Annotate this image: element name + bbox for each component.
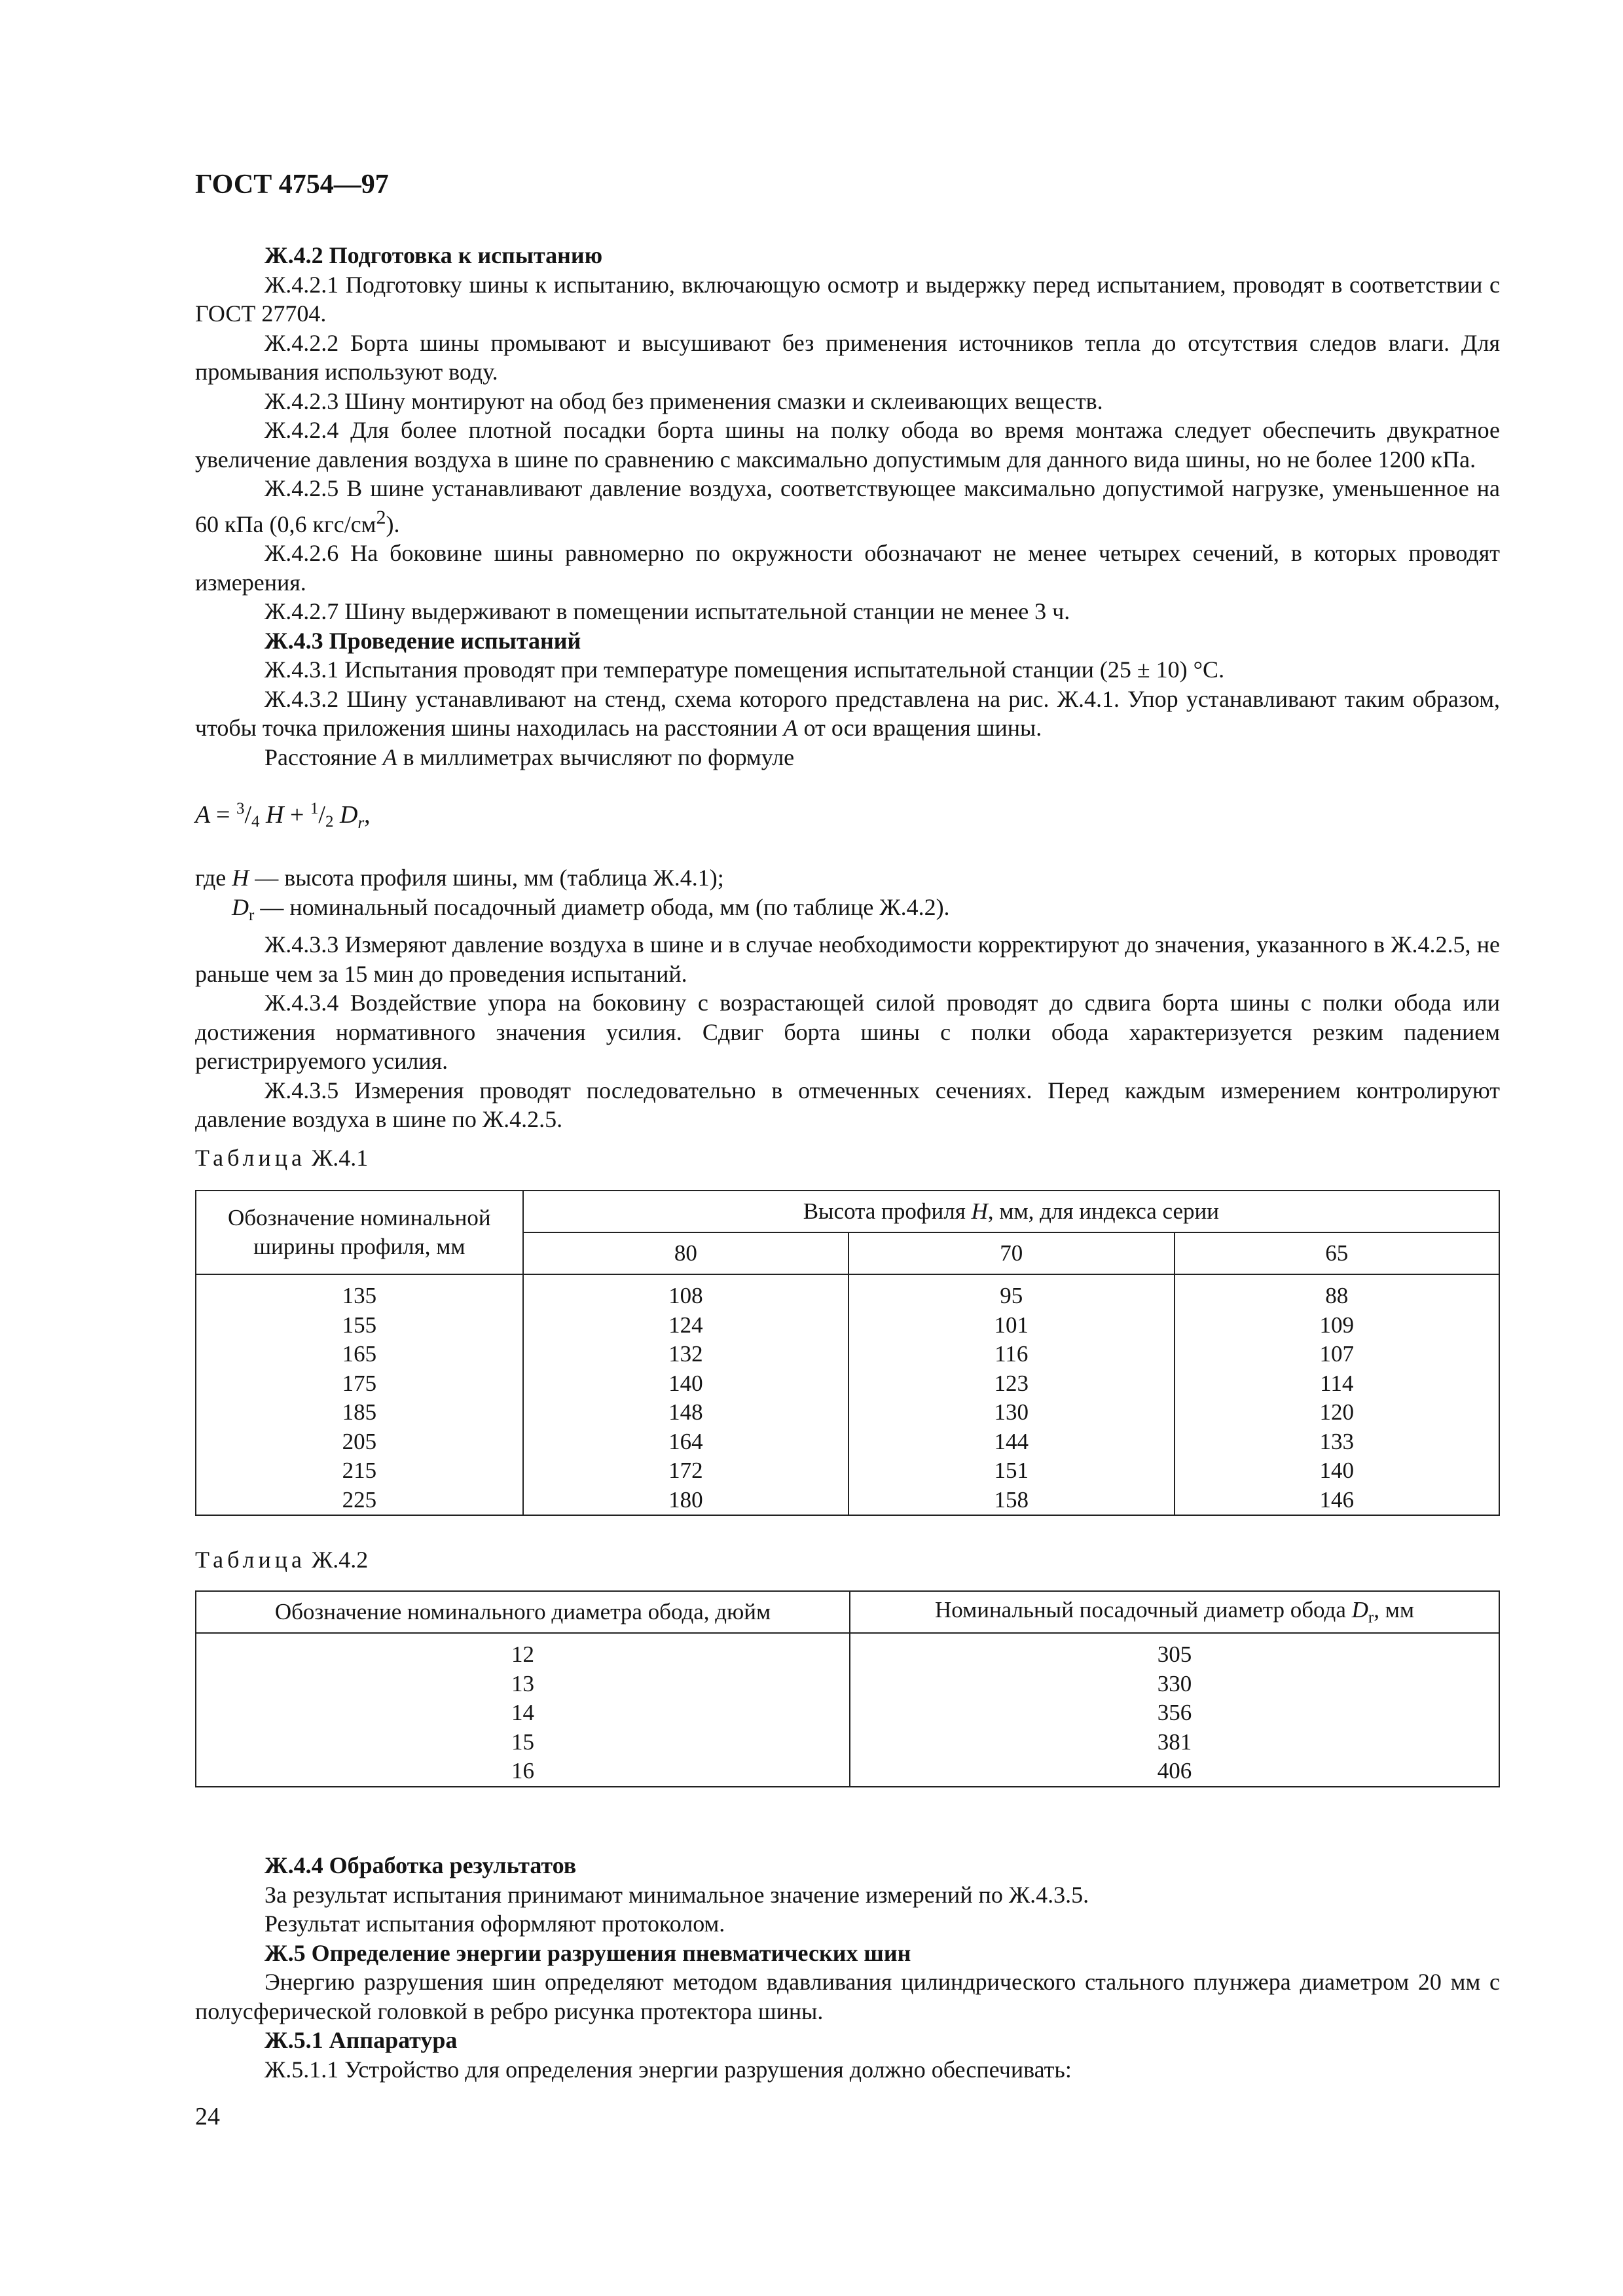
table-cell: 140 [523,1369,848,1399]
table-cell: 205 [196,1427,523,1457]
document-header: ГОСТ 4754—97 [195,170,389,200]
table-header-cell: Обозначение номинального диаметра обода, дюйм [196,1591,850,1633]
where-line [195,863,1500,893]
formula-eq: = [216,801,230,829]
table-row [196,1340,1499,1369]
table-cell: 95 [848,1274,1174,1311]
table-cell: 124 [523,1311,848,1340]
document-body [195,241,1500,1134]
table-cell: 148 [523,1398,848,1427]
table-cell: 158 [848,1486,1174,1516]
table-cell: 164 [523,1427,848,1457]
variable-a: A [783,715,798,741]
table2 [195,1590,1500,1787]
formula-dr: D [339,801,358,829]
formula-num2: 1 [310,800,319,817]
table-title-word: Таблица [195,1145,306,1171]
table-cell: 225 [196,1486,523,1516]
table-title-word: Таблица [195,1547,306,1573]
table-row [196,1633,1499,1670]
table-row [196,1486,1499,1516]
paragraph: Ж.4.2.7 Шину выдерживают в помещении испытательной станции не менее 3 ч. [264,598,1070,624]
table-cell: 88 [1175,1274,1500,1311]
superscript: 2 [376,506,386,528]
table-cell: 116 [848,1340,1174,1369]
table-header-row [196,1591,1499,1633]
table1 [195,1190,1500,1516]
paragraph: Ж.4.3.3 Измеряют давление воздуха в шине и в случае необходимости корректируют до значения, указанного в Ж.4.2.5, не раньше чем за 15 мин до проведения испытаний. [195,931,1500,987]
paragraph-text: — высота профиля шины, мм (таблица Ж.4.1); [255,865,724,891]
table-cell: 175 [196,1369,523,1399]
formula-slash: / [318,801,325,829]
table-row [196,1427,1499,1457]
formula [195,793,1500,840]
table-row [196,1728,1499,1757]
table-cell: 185 [196,1398,523,1427]
paragraph: Ж.4.2.4 Для более плотной посадки борта шины на полку обода во время монтажа следует обеспечить двукратное увеличение давления воздуха в шине по сравнению с максимально допустимым для данного вида шины, но не более 1200 кПа. [195,417,1500,473]
paragraph-text: Расстояние [264,744,377,770]
paragraph [195,685,1500,743]
table-cell: 114 [1175,1369,1500,1399]
table-header-group: Высота профиля H, мм, для индекса серии [523,1191,1499,1232]
paragraph: Ж.4.2.2 Борта шины промывают и высушивают без применения источников тепла до отсутствия следов влаги. Для промывания используют воду. [195,329,1500,385]
table-row [196,1369,1499,1399]
table-header-cell: Обозначение номинальной ширины профиля, мм [196,1191,523,1274]
header-text: Номинальный посадочный диаметр обода [934,1597,1346,1623]
table-row [196,1274,1499,1311]
table-cell: 140 [1175,1456,1500,1486]
variable-a: A [382,744,397,770]
paragraph: Ж.4.2.3 Шину монтируют на обод без применения смазки и склеивающих веществ. [264,387,1103,414]
table-row [196,1456,1499,1486]
paragraph-text: от оси вращения шины. [803,715,1042,741]
table-header-cell: 70 [848,1232,1174,1274]
subscript-r: r [1368,1609,1374,1626]
formula-plus: + [289,801,304,829]
table-cell: 15 [196,1728,850,1757]
table-cell: 381 [850,1728,1499,1757]
table-cell: 172 [523,1456,848,1486]
subscript-r: r [249,906,255,924]
table-cell: 356 [850,1698,1499,1728]
table-cell: 406 [850,1757,1499,1787]
bottom-section [195,1851,1500,2084]
paragraph: Ж.4.3.5 Измерения проводят последовательно в отмеченных сечениях. Перед каждым измерением контролируют давление воздуха в шине по Ж.4.2.5. [195,1077,1500,1133]
table-cell: 330 [850,1670,1499,1699]
paragraph-text: Ж.4.3.2 Шину устанавливают на стенд, схема которого представлена на рис. Ж.4.1. Упор устанавливают таким образом, чтобы точка приложения шины находилась на расстоянии [195,685,1500,741]
formula-den2: 2 [325,813,334,831]
table-cell: 215 [196,1456,523,1486]
table-header-cell: 65 [1175,1232,1500,1274]
table-row [196,1670,1499,1699]
table1-title [195,1144,368,1172]
section-heading: Ж.4.3 Проведение испытаний [264,627,581,654]
page-number: 24 [195,2103,220,2130]
section-heading: Ж.4.2 Подготовка к испытанию [264,242,603,268]
table-row [196,1757,1499,1787]
where-line [195,893,1500,931]
table-cell: 146 [1175,1486,1500,1516]
table-cell: 120 [1175,1398,1500,1427]
formula-comma: , [364,801,371,829]
paragraph: Ж.5.1.1 Устройство для определения энергии разрушения должно обеспечивать: [264,2056,1072,2083]
table-cell: 151 [848,1456,1174,1486]
formula-den1: 4 [251,813,260,831]
formula-sub-r: r [357,814,365,832]
section-heading: Ж.5.1 Аппаратура [264,2027,458,2053]
table-cell: 123 [848,1369,1174,1399]
table-header-cell [850,1591,1499,1633]
table-row [196,1398,1499,1427]
table-cell: 305 [850,1633,1499,1670]
table-cell: 14 [196,1698,850,1728]
paragraph: Ж.4.3.1 Испытания проводят при температуре помещения испытательной станции (25 ± 10) °С. [264,656,1225,683]
variable-d: D [1351,1597,1368,1623]
table-cell: 101 [848,1311,1174,1340]
table-cell: 12 [196,1633,850,1670]
table-cell: 130 [848,1398,1174,1427]
paragraph: Ж.4.3.4 Воздействие упора на боковину с возрастающей силой проводят до сдвига борта шины с полки обода или достижения нормативного значения усилия. Сдвиг борта шины с полки обода характеризуется резким падением регистрируемого усилия. [195,990,1500,1075]
table-cell: 135 [196,1274,523,1311]
header-text: , мм [1374,1597,1415,1623]
paragraph-text: где [195,865,227,891]
paragraph: Результат испытания оформляют протоколом. [264,1910,725,1937]
table-cell: 133 [1175,1427,1500,1457]
paragraph-text-end: ). [386,511,400,537]
table-cell: 144 [848,1427,1174,1457]
table-row [196,1311,1499,1340]
table-cell: 108 [523,1274,848,1311]
table-cell: 180 [523,1486,848,1516]
paragraph-text: Ж.4.2.5 В шине устанавливают давление воздуха, соответствующее максимально допустимой нагрузке, уменьшенное на 60 кПа (0,6 кгс/см [195,475,1500,537]
table-cell: 155 [196,1311,523,1340]
table-cell: 165 [196,1340,523,1369]
paragraph-text: в миллиметрах вычисляют по формуле [403,744,795,770]
formula-lhs: A [195,801,210,829]
table-cell: 132 [523,1340,848,1369]
formula-slash: / [244,801,252,829]
paragraph: Энергию разрушения шин определяют методом вдавливания цилиндрического стального плунжера диаметром 20 мм с полусферической головкой в ребро рисунка протектора шины. [195,1969,1500,2024]
table-row [196,1698,1499,1728]
section-heading: Ж.5 Определение энергии разрушения пневматических шин [264,1939,911,1966]
table-cell: 109 [1175,1311,1500,1340]
table-cell: 107 [1175,1340,1500,1369]
variable-d: D [232,893,249,920]
paragraph-text: — номинальный посадочный диаметр обода, мм (по таблице Ж.4.2). [260,893,950,920]
formula-num1: 3 [236,800,245,817]
table-cell: 16 [196,1757,850,1787]
paragraph: Ж.4.2.6 На боковине шины равномерно по окружности обозначают не менее четырех сечений, в которых проводят измерения. [195,540,1500,596]
formula-h: H [266,801,284,829]
table-title-number: Ж.4.2 [311,1547,369,1573]
table-cell: 13 [196,1670,850,1699]
section-heading: Ж.4.4 Обработка результатов [264,1852,577,1878]
table-header-cell: 80 [523,1232,848,1274]
table2-title [195,1546,368,1573]
paragraph [195,474,1500,539]
variable-h: H [232,865,249,891]
paragraph: Ж.4.2.1 Подготовку шины к испытанию, включающую осмотр и выдержку перед испытанием, проводят в соответствии с ГОСТ 27704. [195,271,1500,327]
paragraph [195,743,1500,772]
paragraph: За результат испытания принимают минимальное значение измерений по Ж.4.3.5. [264,1881,1089,1908]
variable-h: H [971,1198,988,1224]
table-header-row [196,1191,1499,1232]
table-title-number: Ж.4.1 [311,1145,369,1171]
